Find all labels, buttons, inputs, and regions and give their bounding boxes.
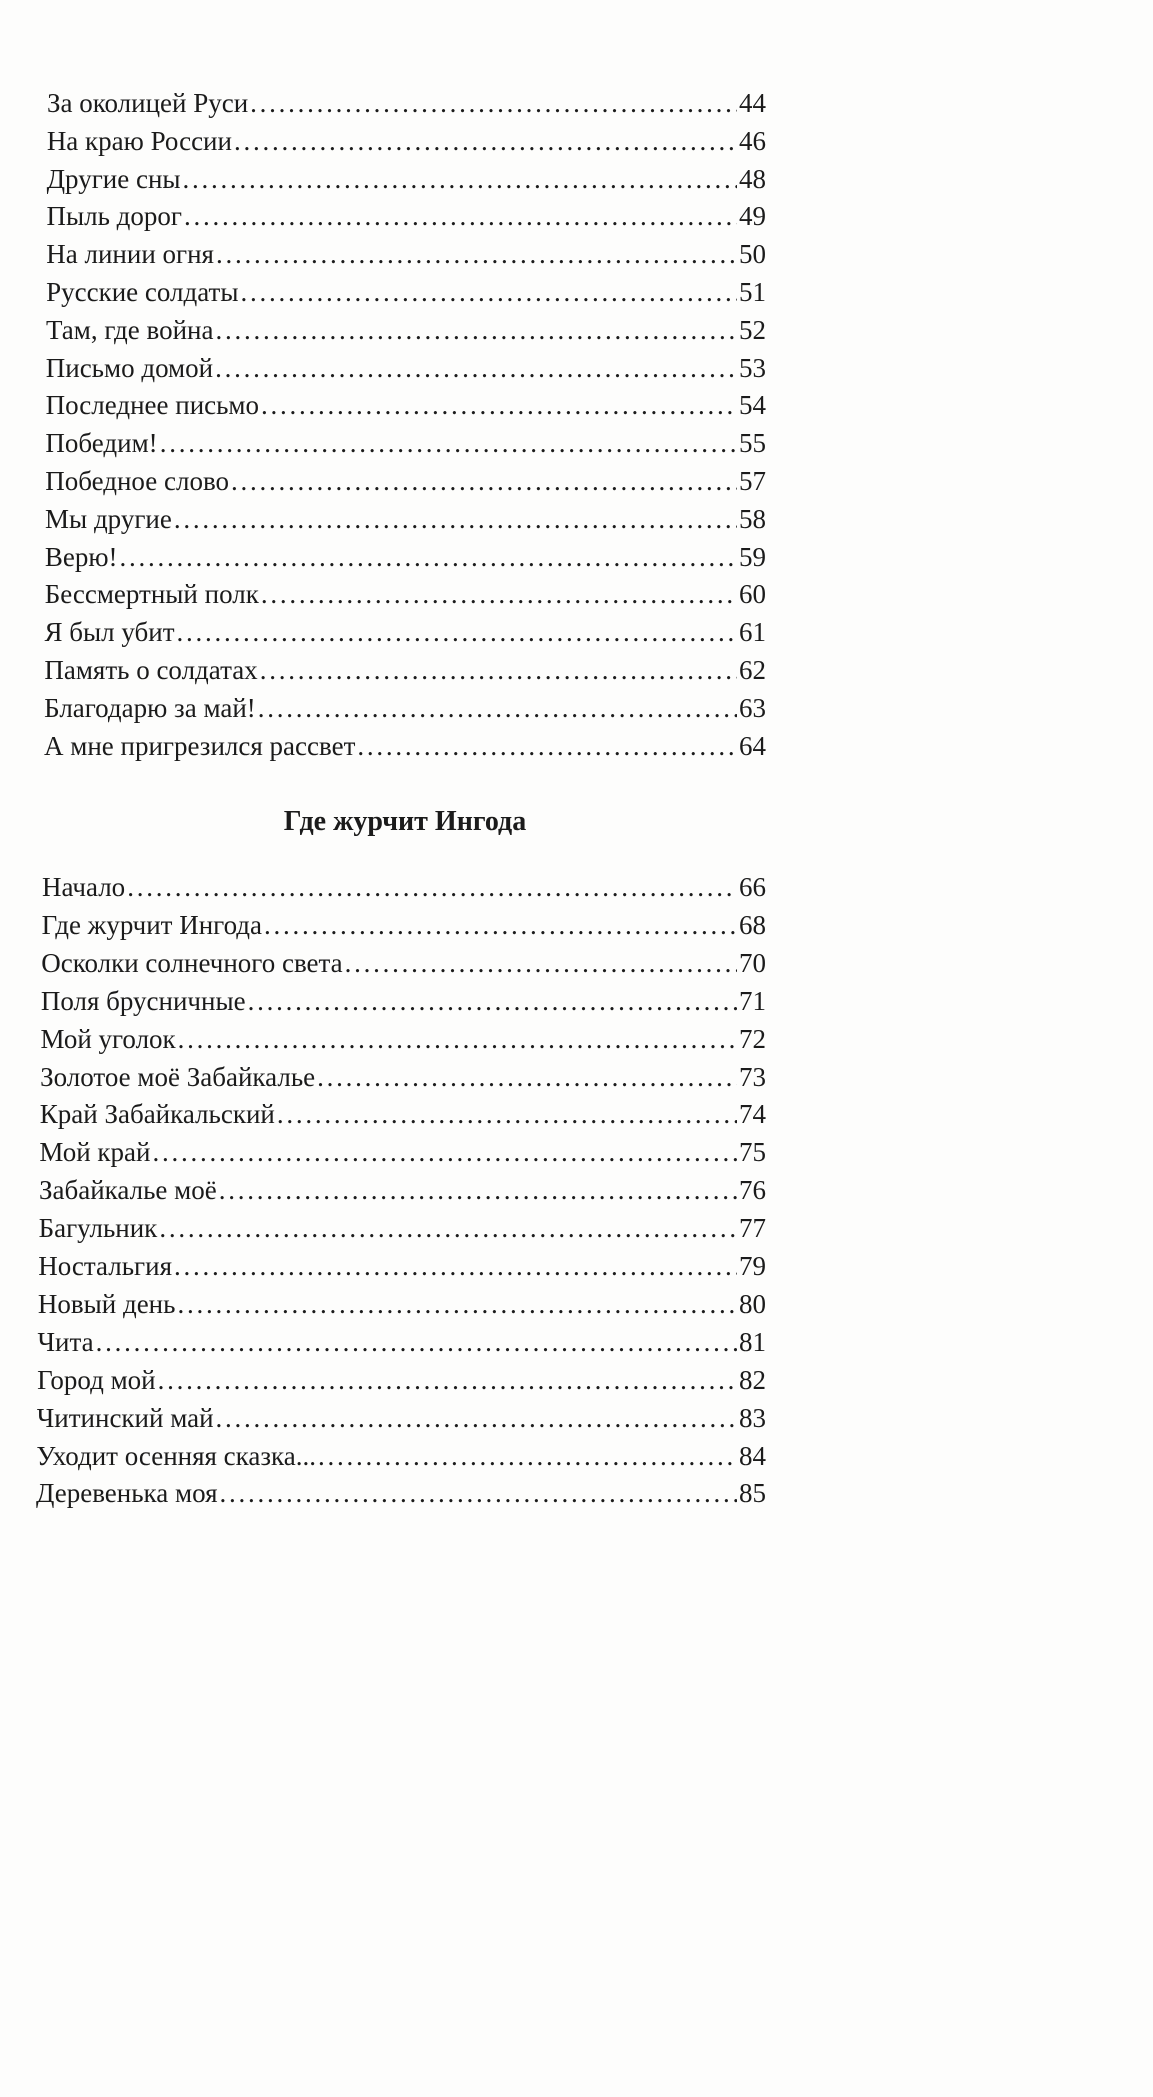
entry-page-number: 63	[738, 692, 766, 723]
entry-title: На линии огня	[46, 239, 214, 270]
entry-page-number: 72	[739, 1023, 766, 1054]
toc-entry	[45, 538, 766, 576]
toc-entry	[47, 84, 766, 122]
entry-page-number: 76	[739, 1175, 766, 1206]
dot-leader	[220, 1474, 738, 1512]
toc-entry	[46, 349, 766, 387]
entry-page-number: 64	[739, 730, 766, 761]
dot-leader	[159, 1209, 737, 1247]
entry-page-number: 55	[738, 428, 766, 459]
toc-entry	[45, 500, 766, 538]
dot-leader	[96, 1323, 737, 1361]
dot-leader	[250, 84, 737, 122]
toc-entry	[37, 1399, 766, 1437]
entry-title: Память о солдатах	[44, 655, 258, 685]
entry-title: Забайкалье моё	[39, 1175, 217, 1206]
dot-leader	[258, 689, 737, 727]
entry-title: Новый день	[37, 1288, 176, 1319]
entry-title: Золотое моё Забайкалье	[40, 1061, 316, 1092]
entry-title: На краю России	[46, 125, 232, 156]
entry-title: Мой край	[39, 1137, 151, 1168]
toc-entry	[36, 1474, 766, 1512]
entry-title: Начало	[42, 872, 126, 902]
toc-entry	[44, 651, 766, 689]
entry-page-number: 79	[739, 1251, 766, 1281]
entry-title: Деревенька моя	[36, 1478, 218, 1509]
dot-leader	[345, 944, 737, 982]
dot-leader	[234, 122, 737, 160]
toc-entry	[45, 462, 766, 500]
toc-entry	[45, 613, 766, 651]
entry-title: Чита	[37, 1326, 94, 1357]
entry-page-number: 85	[739, 1478, 766, 1509]
toc-entry	[46, 235, 766, 273]
entry-page-number: 54	[738, 390, 766, 421]
toc-entry	[41, 1020, 767, 1058]
dot-leader	[261, 386, 737, 424]
entry-page-number: 51	[738, 277, 766, 307]
toc-entry	[44, 727, 766, 765]
entry-title: Русские солдаты	[46, 277, 239, 307]
entry-page-number: 50	[738, 239, 766, 270]
entry-title: Благодарю за май!	[44, 692, 256, 723]
dot-leader	[178, 1020, 737, 1058]
entry-page-number: 57	[738, 466, 766, 496]
entry-title: Письмо домой	[45, 352, 214, 383]
entry-title: Победим!	[45, 428, 158, 459]
dot-leader	[264, 906, 737, 944]
entry-page-number: 61	[738, 617, 766, 648]
entry-page-number: 80	[739, 1288, 766, 1319]
toc-entry	[39, 1133, 766, 1171]
entry-title: Победное слово	[45, 466, 230, 496]
dot-leader	[260, 651, 737, 689]
dot-leader	[177, 1285, 737, 1323]
entry-title: Ностальгия	[38, 1251, 172, 1281]
entry-title: Последнее письмо	[45, 390, 260, 421]
dot-leader	[216, 235, 737, 273]
entry-page-number: 75	[739, 1137, 766, 1168]
toc-entry	[46, 386, 766, 424]
toc-entry	[39, 1209, 766, 1247]
entry-title: Другие сны	[46, 163, 181, 194]
toc-entry	[47, 160, 766, 198]
entry-page-number: 48	[738, 163, 766, 194]
toc-entry	[39, 1171, 766, 1209]
entry-page-number: 84	[739, 1440, 766, 1471]
toc-entry	[46, 197, 766, 235]
dot-leader	[184, 197, 737, 235]
entry-page-number: 46	[738, 125, 766, 156]
entry-title: Мой уголок	[40, 1023, 176, 1054]
dot-leader	[183, 160, 737, 198]
entry-title: А мне пригрезился рассвет	[44, 730, 356, 761]
entry-title: Верю!	[44, 541, 118, 572]
entry-page-number: 83	[739, 1402, 766, 1433]
dot-leader	[261, 575, 737, 613]
toc-entry	[41, 982, 766, 1020]
entry-page-number: 66	[739, 872, 766, 902]
entry-title: Бессмертный полк	[44, 579, 259, 610]
dot-leader	[127, 868, 737, 906]
entry-title: Багульник	[38, 1213, 158, 1244]
toc-entry	[45, 575, 766, 613]
toc-entry	[40, 1058, 766, 1096]
dot-leader	[216, 1399, 737, 1437]
toc-entry	[38, 1285, 766, 1323]
dot-leader	[317, 1058, 737, 1096]
dot-leader	[215, 349, 737, 387]
toc-entry	[42, 868, 766, 906]
entry-title: Город мой	[37, 1364, 156, 1395]
dot-leader	[174, 1247, 737, 1285]
toc-entry	[46, 311, 766, 349]
dot-leader	[240, 273, 737, 311]
toc-entry	[44, 689, 766, 727]
entry-page-number: 53	[738, 352, 766, 383]
toc-entry	[45, 424, 766, 462]
entry-title: Мы другие	[45, 503, 172, 534]
entry-page-number: 44	[739, 88, 766, 118]
entry-page-number: 58	[738, 503, 766, 534]
entry-title: Край Забайкальский	[39, 1099, 275, 1130]
entry-title: За околицей Руси	[47, 88, 249, 118]
entry-title: Где журчит Ингода	[41, 909, 263, 940]
dot-leader	[158, 1361, 737, 1399]
toc-entry	[36, 1437, 766, 1475]
dot-leader	[120, 538, 737, 576]
entry-title: Уходит осенняя сказка...	[36, 1440, 316, 1471]
entry-title: Читинский май	[36, 1402, 214, 1433]
dot-leader	[152, 1133, 737, 1171]
entry-title: Я был убит	[44, 617, 175, 648]
dot-leader	[160, 424, 737, 462]
entry-page-number: 62	[738, 655, 766, 685]
dot-leader	[318, 1437, 737, 1475]
entry-page-number: 68	[739, 909, 766, 940]
entry-page-number: 52	[738, 314, 766, 345]
entry-page-number: 82	[739, 1364, 766, 1395]
toc-entry	[47, 122, 766, 160]
toc-entry	[37, 1361, 766, 1399]
entry-page-number: 77	[739, 1213, 766, 1244]
dot-leader	[177, 613, 737, 651]
entry-page-number: 74	[739, 1099, 766, 1130]
entry-page-number: 71	[739, 985, 766, 1016]
section-heading: Где журчит Ингода	[283, 806, 527, 837]
dot-leader	[277, 1095, 737, 1133]
dot-leader	[357, 727, 737, 765]
toc-entry	[42, 906, 766, 944]
entry-page-number: 70	[739, 947, 766, 978]
toc-entry	[40, 1095, 766, 1133]
toc-entry	[46, 273, 766, 311]
dot-leader	[215, 311, 737, 349]
entry-page-number: 60	[738, 579, 766, 610]
entry-title: Осколки солнечного света	[41, 947, 343, 978]
entry-page-number: 81	[739, 1326, 766, 1357]
entry-page-number: 49	[738, 201, 766, 232]
toc-entry	[38, 1247, 766, 1285]
entry-page-number: 59	[738, 541, 766, 572]
dot-leader	[231, 462, 737, 500]
entry-page-number: 73	[739, 1061, 766, 1092]
entry-title: Поля брусничные	[40, 985, 246, 1016]
toc-entry	[38, 1323, 767, 1361]
dot-leader	[219, 1171, 737, 1209]
dot-leader	[174, 500, 737, 538]
dot-leader	[248, 982, 737, 1020]
entry-title: Там, где война	[45, 314, 214, 345]
toc-entry	[41, 944, 766, 982]
entry-title: Пыль дорог	[46, 201, 182, 232]
